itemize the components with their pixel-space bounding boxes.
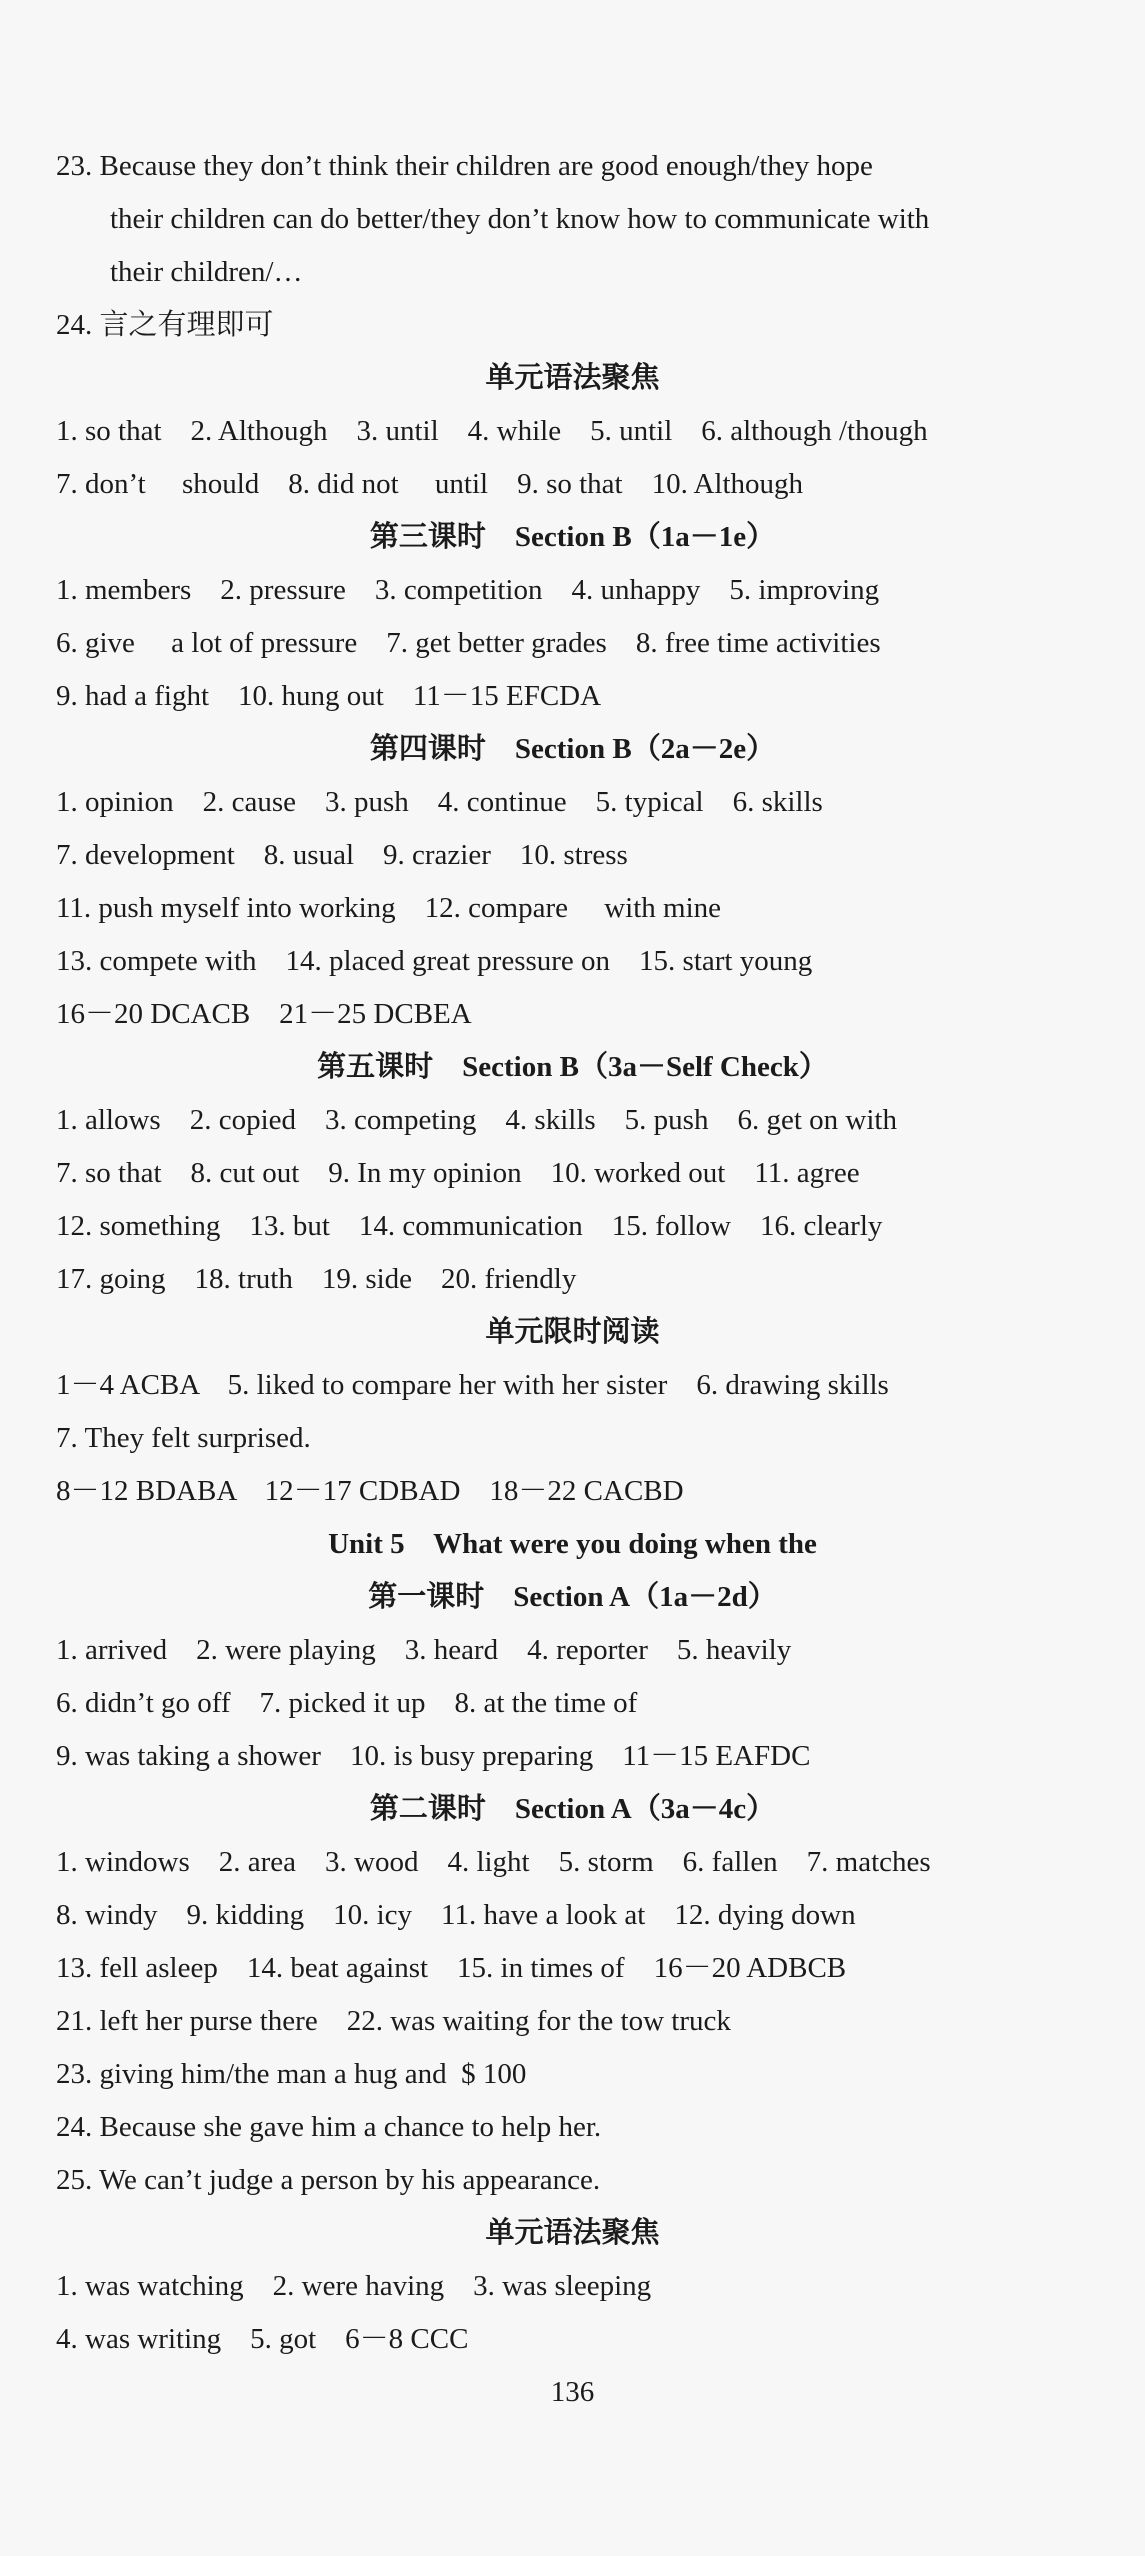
answer-line: 7. development 8. usual 9. crazier 10. stress (56, 839, 628, 871)
answer-line: 9. had a fight 10. hung out 11－15 EFCDA (56, 680, 602, 712)
answer-line: 1. so that 2. Although 3. until 4. while 5. until 6. although /though (56, 415, 928, 447)
answer-line: 24. Because she gave him a chance to help her. (56, 2111, 602, 2143)
answer-line: 7. They felt surprised. (56, 1422, 311, 1454)
q23-line-3: their children/… (110, 256, 303, 288)
answer-line: 1. windows 2. area 3. wood 4. light 5. storm 6. fallen 7. matches (56, 1846, 931, 1878)
answer-line: 1. members 2. pressure 3. competition 4. unhappy 5. improving (56, 574, 880, 606)
answer-line: 1－4 ACBA 5. liked to compare her with her sister 6. drawing skills (56, 1369, 889, 1401)
section-heading-u5-lesson-2: 第二课时 Section A（3a－4c） (369, 1793, 776, 1825)
section-heading-grammar-1: 单元语法聚焦 (485, 362, 660, 394)
answer-line: 4. was writing 5. got 6－8 CCC (56, 2323, 469, 2355)
section-heading-u5-lesson-1: 第一课时 Section A（1a－2d） (368, 1581, 777, 1613)
page-number: 136 (550, 2376, 595, 2408)
answer-line: 21. left her purse there 22. was waiting for the tow truck (56, 2005, 731, 2037)
answer-line: 1. arrived 2. were playing 3. heard 4. reporter 5. heavily (56, 1634, 792, 1666)
q23-line-1: 23. Because they don’t think their children are good enough/they hope (56, 150, 873, 182)
answer-line: 8－12 BDABA 12－17 CDBAD 18－22 CACBD (56, 1475, 684, 1507)
answer-line: 23. giving him/the man a hug and $ 100 (56, 2058, 527, 2090)
answer-line: 12. something 13. but 14. communication 15. follow 16. clearly (56, 1210, 883, 1242)
section-heading-lesson-5: 第五课时 Section B（3a－Self Check） (317, 1051, 828, 1083)
answer-line: 6. give a lot of pressure 7. get better grades 8. free time activities (56, 627, 881, 659)
section-heading-lesson-4: 第四课时 Section B（2a－2e） (369, 733, 776, 765)
section-heading-grammar-2: 单元语法聚焦 (485, 2217, 660, 2249)
answer-line: 11. push myself into working 12. compare with mine (56, 892, 722, 924)
answer-line: 1. opinion 2. cause 3. push 4. continue 5. typical 6. skills (56, 786, 823, 818)
answer-line: 13. fell asleep 14. beat against 15. in times of 16－20 ADBCB (56, 1952, 847, 1984)
answer-line: 7. don’t should 8. did not until 9. so that 10. Although (56, 468, 804, 500)
answer-line: 13. compete with 14. placed great pressure on 15. start young (56, 945, 813, 977)
q23-line-2: their children can do better/they don’t know how to communicate with (110, 203, 930, 235)
answer-line: 9. was taking a shower 10. is busy preparing 11－15 EAFDC (56, 1740, 811, 1772)
answer-line: 1. allows 2. copied 3. competing 4. skills 5. push 6. get on with (56, 1104, 897, 1136)
answer-line: 25. We can’t judge a person by his appearance. (56, 2164, 601, 2196)
answer-line: 17. going 18. truth 19. side 20. friendly (56, 1263, 577, 1295)
answer-line: 16－20 DCACB 21－25 DCBEA (56, 998, 472, 1030)
q24-line: 24. 言之有理即可 (56, 309, 274, 341)
answer-line: 6. didn’t go off 7. picked it up 8. at the time of (56, 1687, 638, 1719)
section-heading-reading: 单元限时阅读 (485, 1316, 660, 1348)
section-heading-lesson-3: 第三课时 Section B（1a－1e） (369, 521, 776, 553)
answer-line: 7. so that 8. cut out 9. In my opinion 10. worked out 11. agree (56, 1157, 860, 1189)
answer-line: 1. was watching 2. were having 3. was sleeping (56, 2270, 652, 2302)
unit-5-title: Unit 5 What were you doing when the (328, 1528, 817, 1560)
answer-line: 8. windy 9. kidding 10. icy 11. have a look at 12. dying down (56, 1899, 856, 1931)
